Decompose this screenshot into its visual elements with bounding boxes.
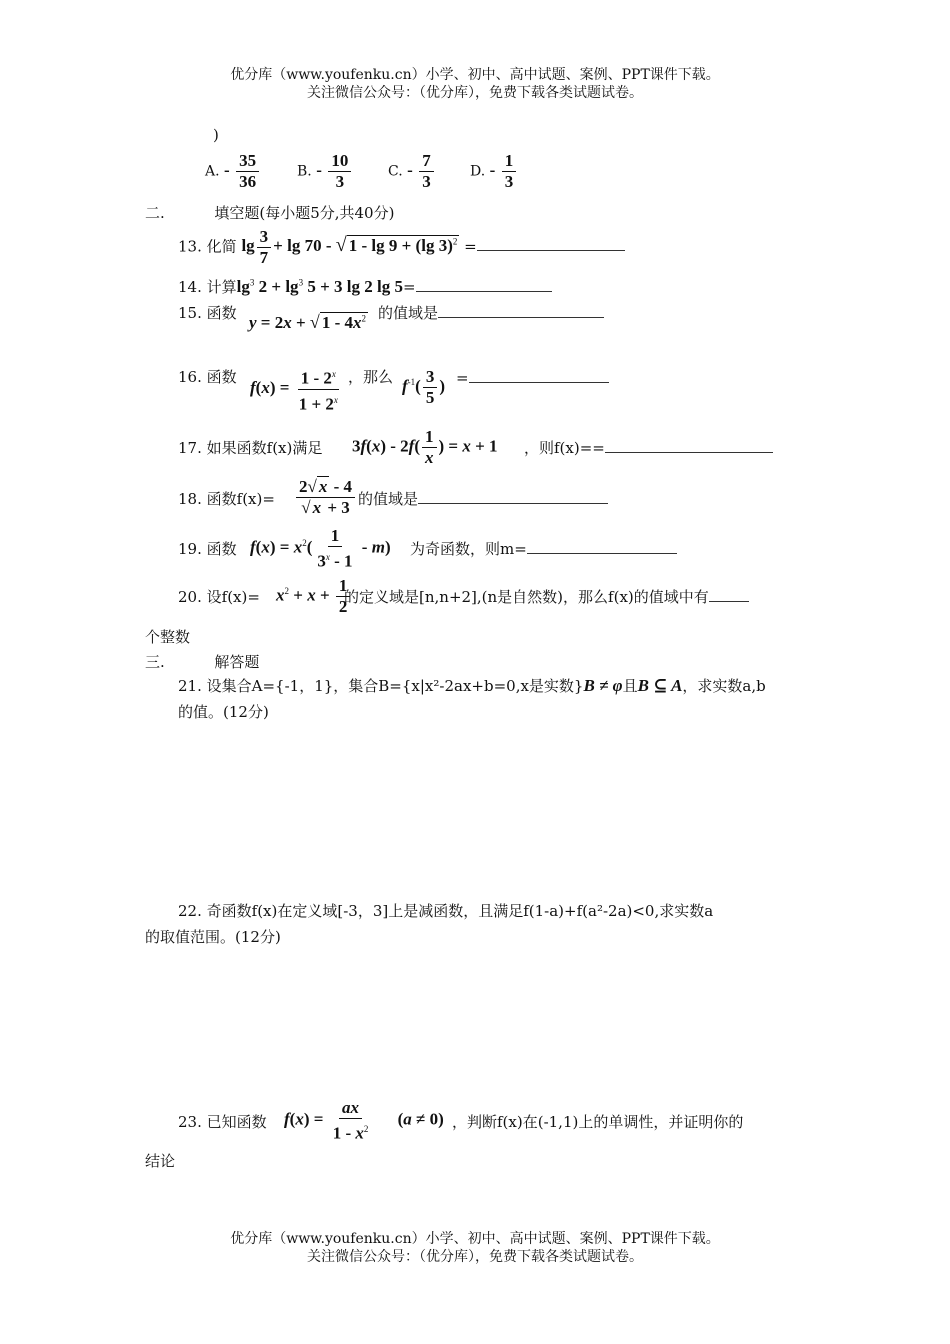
q14-number: 14.	[178, 278, 202, 296]
q19-answer-blank[interactable]	[527, 539, 677, 554]
q19-formula: $f(x) = x^2$( $\frac{1}{3^x - 1}$ - m)	[250, 526, 391, 571]
q20-text: 设f(x)=	[206, 588, 260, 606]
q17-tail: ，则f(x)==	[524, 439, 605, 457]
question-20	[178, 586, 260, 607]
q14-text: 计算	[206, 278, 237, 296]
question-14	[178, 276, 552, 297]
q20-formula: $x^2 + x$ + $\frac{1}{2}$	[276, 577, 352, 616]
option-d-num: 1	[502, 152, 517, 172]
q13-answer-blank[interactable]	[477, 236, 625, 251]
question-18	[178, 488, 275, 509]
q20-tail: 的定义域是[n,n+2],(n是自然数)，那么f(x)的值域中有	[344, 588, 709, 606]
q18-text: 函数f(x)=	[206, 490, 275, 508]
option-c-den: 3	[422, 172, 431, 191]
q16-answer-blank[interactable]	[469, 368, 609, 383]
q20-answer-blank[interactable]	[709, 587, 749, 602]
section-3-heading	[145, 651, 259, 672]
q18-number: 18.	[178, 490, 202, 508]
section-2-title: 填空题(每小题5分,共40分)	[214, 204, 395, 222]
q21-cond-1: B ≠ φ	[583, 676, 623, 695]
q23-tail: ，判断f(x)在(-1,1)上的单调性，并证明你的	[452, 1113, 744, 1131]
q16-inverse: $f^{-1}$( $\frac{3}{5}$ )	[402, 367, 446, 407]
header-line-2: 关注微信公众号：（优分库），免费下载各类试题试卷。	[307, 85, 643, 101]
q15-tail: 的值域是	[378, 304, 439, 322]
q17-text: 如果函数f(x)满足	[206, 439, 323, 457]
q23-text: 已知函数	[206, 1113, 267, 1131]
header-line-1: 优分库（www.youfenku.cn）小学、初中、高中试题、案例、PPT课件下载。	[230, 67, 720, 83]
q18-formula: $\frac{2√ x - 4}{√ x + 3}$	[294, 478, 357, 517]
q15-tail-wrap	[378, 302, 604, 323]
q20-tail-wrap	[344, 586, 749, 607]
question-16	[178, 366, 237, 387]
option-a-label: A.	[205, 163, 220, 180]
q13-number: 13.	[178, 237, 202, 256]
footer-line-2: 关注微信公众号：（优分库），免费下载各类试题试卷。	[307, 1249, 643, 1265]
q19-tail: 为奇函数，则m=	[410, 540, 527, 558]
q18-tail-wrap	[358, 488, 608, 509]
q17-formula: 3f(x) - 2f( $\frac{1}{x}$ ) = x + 1	[352, 427, 498, 467]
option-b-label: B.	[297, 163, 312, 180]
q15-number: 15.	[178, 304, 202, 322]
question-19	[178, 538, 237, 559]
q13-formula: lg $\frac{3}{7}$ + lg 70 - √ 1 - lg 9 + (lg 3)$^2$	[241, 227, 458, 267]
q16-equals: =	[456, 369, 469, 387]
option-c-num: 7	[419, 152, 434, 172]
q14-equals: =	[402, 278, 416, 296]
q14-formula: $\lg^3 2 + \lg^3 5 + 3$ lg 2 lg 5	[236, 277, 403, 296]
option-a-num: 35	[236, 152, 259, 172]
q16-number: 16.	[178, 368, 202, 386]
section-2-heading	[145, 202, 394, 223]
q21-number: 21.	[178, 677, 202, 695]
question-22	[178, 900, 713, 921]
q18-tail: 的值域是	[358, 490, 419, 508]
q15-text: 函数	[206, 304, 237, 322]
q13-text: 化简	[206, 237, 237, 256]
q15-formula: y = 2x + √ $1 - 4x^2$	[249, 312, 366, 332]
q13-equals: =	[464, 237, 477, 256]
question-17	[178, 437, 322, 458]
q16-text: 函数	[206, 368, 237, 386]
option-a: A. - $\frac{35}{36}$	[205, 152, 261, 191]
q15-answer-blank[interactable]	[438, 303, 604, 318]
q17-tail-wrap	[524, 437, 773, 458]
q14-answer-blank[interactable]	[416, 277, 552, 292]
option-a-den: 36	[239, 172, 257, 191]
prev-question-tail: )	[213, 126, 219, 144]
q22-text: 奇函数f(x)在定义域[-3，3]上是减函数，且满足f(1-a)+f(a²-2a)<0,求实数a	[206, 902, 714, 920]
q22-number: 22.	[178, 902, 202, 920]
option-c-label: C.	[388, 163, 403, 180]
option-d-den: 3	[504, 172, 514, 191]
q19-tail-wrap	[410, 538, 677, 559]
option-b-den: 3	[335, 172, 345, 191]
q23-continuation: 结论	[145, 1152, 176, 1170]
question-15	[178, 302, 237, 323]
q23-formula: f(x) = $\frac{ax}{1 - x^2}$ (a ≠ 0)	[284, 1098, 444, 1143]
q16-tail-wrap	[456, 368, 609, 387]
q19-text: 函数	[206, 540, 237, 558]
q21-tail: ，求实数a,b	[682, 677, 766, 695]
q18-answer-blank[interactable]	[418, 489, 608, 504]
section-3-num: 三.	[145, 653, 165, 671]
question-13	[178, 228, 625, 267]
q23-number: 23.	[178, 1113, 202, 1131]
q17-answer-blank[interactable]	[605, 438, 773, 453]
option-c: C. - $\frac{7}{3}$	[388, 152, 436, 191]
q21-continuation: 的值。(12分)	[178, 703, 269, 721]
q16-mid: ，那么	[348, 368, 394, 386]
question-23	[178, 1111, 267, 1132]
q21-text: 设集合A={-1，1}，集合B={x|x²-2ax+b=0,x是实数}	[206, 677, 584, 695]
option-d-label: D.	[470, 163, 486, 180]
q19-number: 19.	[178, 540, 202, 558]
question-21	[178, 675, 766, 696]
section-3-title: 解答题	[214, 653, 260, 671]
q21-cond-2: B ⊆ A	[637, 676, 683, 695]
option-d: D. - $\frac{1}{3}$	[470, 152, 518, 191]
option-b-num: 10	[328, 152, 351, 172]
q21-mid: 且	[622, 677, 638, 695]
q16-formula: f(x) = $\frac{1 - 2^x}{1 + 2^x}$	[250, 365, 343, 413]
q20-continuation: 个整数	[145, 628, 191, 646]
q17-number: 17.	[178, 439, 202, 457]
section-2-num: 二.	[145, 204, 165, 222]
footer-line-1: 优分库（www.youfenku.cn）小学、初中、高中试题、案例、PPT课件下载。	[230, 1231, 720, 1247]
q22-continuation: 的取值范围。(12分)	[145, 928, 281, 946]
option-b: B. - $\frac{10}{3}$	[297, 152, 353, 191]
q20-number: 20.	[178, 588, 202, 606]
